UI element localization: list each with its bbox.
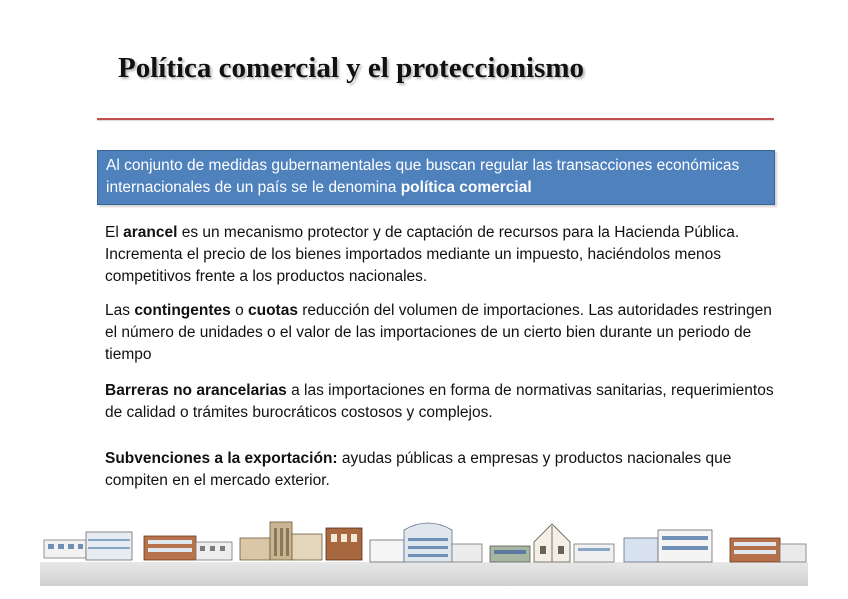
building-icon bbox=[624, 530, 712, 562]
title-divider bbox=[97, 118, 774, 120]
paragraph-body: es un mecanismo protector y de captación de recursos para la Hacienda Pública. Incrementa el precio de los bienes importados mediante un impuesto, haciéndolos menos competitivos frente a los productos nacionales. bbox=[105, 224, 740, 285]
building-icon bbox=[370, 523, 482, 562]
paragraph-connector: o bbox=[230, 302, 248, 319]
term-subvenciones: Subvenciones a la exportación: bbox=[105, 450, 338, 467]
building-icon bbox=[490, 524, 614, 562]
paragraph-subvenciones bbox=[105, 448, 785, 492]
paragraph-lead: El bbox=[105, 224, 124, 241]
paragraph-contingentes bbox=[105, 300, 785, 366]
building-icon bbox=[730, 538, 806, 562]
paragraph-body: reducción del volumen de importaciones. Las autoridades restringen el número de unidades o el valor de las importaciones de un cierto bien durante un periodo de tiempo bbox=[105, 302, 772, 363]
paragraph-body: ayudas públicas a empresas y productos nacionales que compiten en el mercado exterior. bbox=[105, 450, 732, 489]
term-arancel: arancel bbox=[123, 224, 178, 241]
building-icon bbox=[44, 532, 132, 560]
slide-title: Política comercial y el proteccionismo bbox=[118, 52, 585, 84]
paragraph-body: a las importaciones en forma de normativas sanitarias, requerimientos de calidad o trámites burocráticos costosos y complejos. bbox=[105, 382, 774, 421]
buildings-illustration bbox=[40, 518, 808, 586]
term-contingentes: contingentes bbox=[134, 302, 231, 319]
paragraph-barreras bbox=[105, 380, 785, 424]
definition-callout bbox=[97, 150, 775, 205]
callout-term: política comercial bbox=[400, 179, 532, 196]
paragraph-arancel bbox=[105, 222, 785, 288]
building-icon bbox=[240, 522, 362, 560]
building-icon bbox=[144, 536, 232, 560]
term-barreras: Barreras no arancelarias bbox=[105, 382, 287, 399]
paragraph-lead: Las bbox=[105, 302, 135, 319]
callout-text: Al conjunto de medidas gubernamentales que buscan regular las transacciones económicas internacionales de un país se le denomina bbox=[106, 157, 740, 196]
term-cuotas: cuotas bbox=[248, 302, 298, 319]
